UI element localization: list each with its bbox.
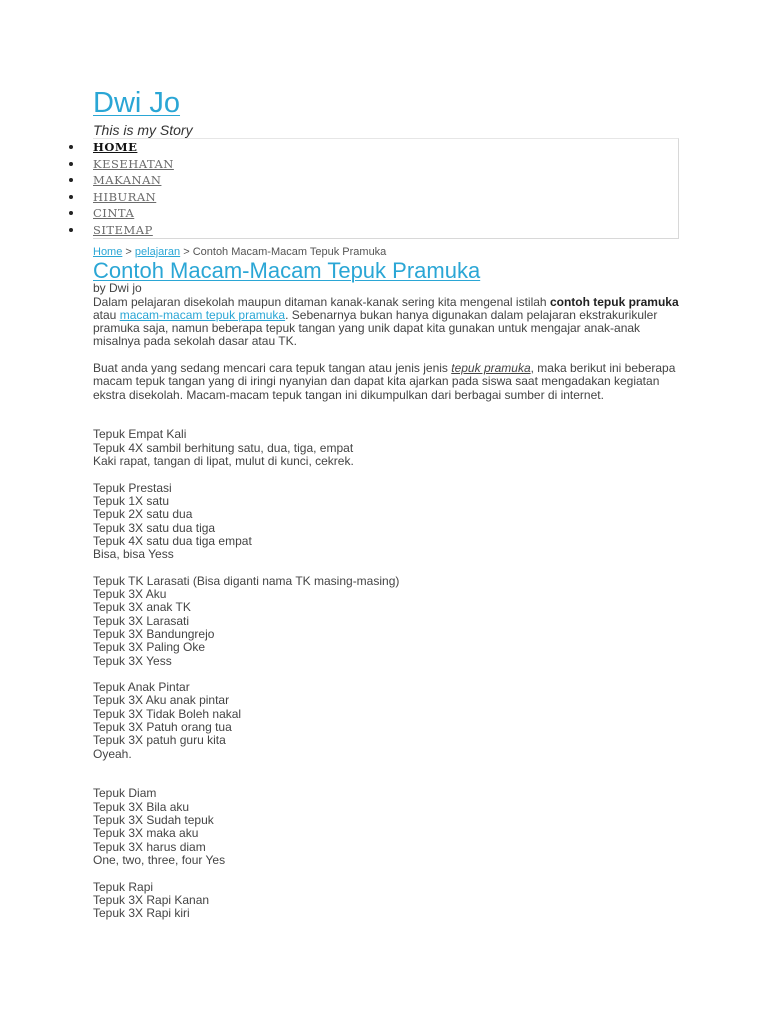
- bullet-icon: [69, 211, 73, 215]
- bullet-icon: [69, 145, 73, 149]
- section-line: Tepuk 4X sambil berhitung satu, dua, tiga, empat: [93, 440, 354, 455]
- section-heading: Tepuk Prestasi: [93, 480, 172, 495]
- intro-paragraph: [93, 296, 683, 349]
- section-line: Tepuk 3X Rapi kiri: [93, 906, 190, 921]
- section-line: Tepuk 3X Rapi Kanan: [93, 892, 210, 907]
- section-line: Tepuk 3X Bila aku: [93, 799, 190, 814]
- section-line: Tepuk 3X Yess: [93, 653, 172, 668]
- section-gap: [93, 668, 683, 681]
- section-line: Tepuk 3X harus diam: [93, 839, 206, 854]
- section-line: Tepuk 3X Aku: [93, 587, 167, 602]
- breadcrumb-category-link[interactable]: pelajaran: [134, 246, 181, 258]
- section-heading: Tepuk TK Larasati (Bisa diganti nama TK masing-masing): [93, 573, 400, 588]
- text-span: . Sebenarnya bukan hanya digunakan dalam pelajaran ekstrakurikuler pramuka saja, namun beberapa tepuk tangan yang unik dapat kita gunakan untuk mengajar anak-anak misalnya pada sekolah dasar atau TK.: [93, 307, 658, 349]
- tepuk-sections: [93, 402, 683, 921]
- section-line: Tepuk 3X Aku anak pintar: [93, 693, 230, 708]
- post-title[interactable]: Contoh Macam-Macam Tepuk Pramuka: [93, 258, 481, 283]
- section-line: Tepuk 3X Patuh orang tua: [93, 720, 232, 734]
- section-line: Tepuk 3X Tidak Boleh nakal: [93, 706, 242, 721]
- section-line: Kaki rapat, tangan di lipat, mulut di kunci, cekrek.: [93, 454, 354, 469]
- bold-keyword: contoh tepuk pramuka: [549, 294, 679, 309]
- site-tagline: This is my Story: [93, 122, 193, 138]
- section-line: Tepuk 3X satu dua tiga: [93, 520, 216, 535]
- nav-link-sitemap[interactable]: SITEMAP: [93, 222, 153, 237]
- bullet-icon: [69, 195, 73, 199]
- nav-item-hiburan[interactable]: [69, 189, 174, 206]
- nav-link-kesehatan[interactable]: KESEHATAN: [93, 156, 174, 171]
- section-gap: [93, 402, 683, 429]
- section-line: Tepuk 3X anak TK: [93, 600, 191, 615]
- macam-tepuk-link[interactable]: macam-macam tepuk pramuka: [119, 307, 286, 322]
- nav-item-sitemap[interactable]: [69, 222, 174, 239]
- text-span: Buat anda yang sedang mencari cara tepuk tangan atau jenis jenis: [93, 360, 452, 375]
- section-line: Tepuk 3X Larasati: [93, 613, 190, 628]
- section-line: Tepuk 1X satu: [93, 493, 170, 508]
- section-heading: Tepuk Anak Pintar: [93, 680, 190, 695]
- section-gap: [93, 761, 683, 788]
- section-line: Tepuk 3X patuh guru kita: [93, 733, 226, 748]
- section-heading: Tepuk Empat Kali: [93, 427, 187, 442]
- section-heading: Tepuk Diam: [93, 786, 157, 801]
- section-gap: [93, 561, 683, 574]
- nav-item-cinta[interactable]: [69, 205, 174, 222]
- nav-link-cinta[interactable]: CINTA: [93, 206, 135, 220]
- breadcrumb-separator: >: [122, 246, 135, 258]
- paragraph-gap: [93, 349, 683, 362]
- bullet-icon: [69, 178, 73, 182]
- section-line: One, two, three, four Yes: [93, 852, 226, 867]
- text-span: Dalam pelajaran disekolah maupun ditaman kanak-kanak sering kita mengenal istilah: [93, 294, 550, 309]
- nav-link-hiburan[interactable]: HIBURAN: [93, 189, 157, 204]
- section-line: Tepuk 3X Bandungrejo: [93, 626, 215, 641]
- text-span: atau: [93, 307, 120, 322]
- section-line: Tepuk 2X satu dua: [93, 507, 193, 522]
- nav-link-makanan[interactable]: MAKANAN: [93, 173, 162, 187]
- section-line: Tepuk 3X maka aku: [93, 826, 199, 841]
- site-title[interactable]: Dwi Jo: [93, 87, 181, 119]
- bullet-icon: [69, 162, 73, 166]
- breadcrumb-current: Contoh Macam-Macam Tepuk Pramuka: [192, 246, 387, 258]
- post-body: [93, 296, 683, 921]
- breadcrumb-separator: >: [180, 246, 193, 258]
- nav-box: [93, 138, 679, 239]
- section-line: Oyeah.: [93, 746, 132, 761]
- post-byline: by Dwi jo: [93, 281, 142, 295]
- intro-paragraph-2: [93, 362, 683, 402]
- section-gap: [93, 468, 683, 481]
- main-nav: [69, 139, 174, 238]
- breadcrumb-home-link[interactable]: Home: [93, 246, 123, 258]
- bullet-icon: [69, 228, 73, 232]
- section-line: Tepuk 3X Paling Oke: [93, 640, 206, 655]
- section-gap: [93, 867, 683, 880]
- section-heading: Tepuk Rapi: [93, 879, 154, 894]
- tepuk-pramuka-link[interactable]: tepuk pramuka: [451, 360, 531, 375]
- section-line: Tepuk 3X Sudah tepuk: [93, 813, 214, 828]
- text-span: , maka berikut ini beberapa macam tepuk tangan yang di iringi nyanyian dan dapat kita ajarkan pada siswa saat mengadakan kegiatan ekstra disekolah. Macam-macam tepuk tangan ini dikumpulkan dari berbagai sumber di internet.: [93, 360, 676, 402]
- nav-item-home[interactable]: [69, 139, 174, 156]
- section-line: Bisa, bisa Yess: [93, 547, 174, 562]
- nav-item-kesehatan[interactable]: [69, 156, 174, 173]
- section-line: Tepuk 4X satu dua tiga empat: [93, 533, 252, 548]
- nav-item-makanan[interactable]: [69, 172, 174, 189]
- nav-link-home[interactable]: HOME: [93, 140, 138, 154]
